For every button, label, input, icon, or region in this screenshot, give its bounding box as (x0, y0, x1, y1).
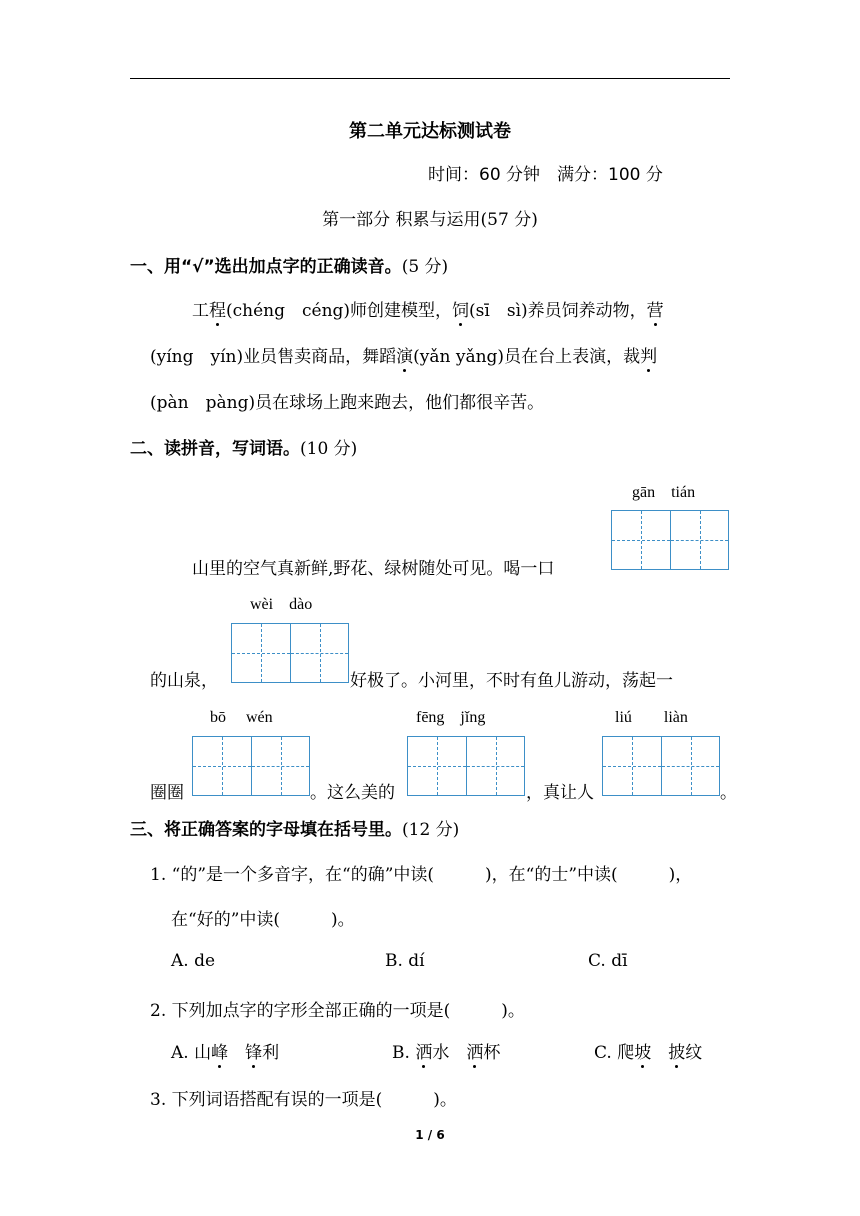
q3-heading: 三、将正确答案的字母填在括号里。(12 分) (130, 820, 460, 840)
q2-line-2b: 好极了。小河里，不时有鱼儿游动，荡起一 (350, 671, 673, 691)
dotted-char: 程 (209, 296, 226, 321)
header-rule (130, 78, 730, 79)
exam-meta: 时间：60 分钟 满分：100 分 (428, 165, 663, 185)
writing-grid-2[interactable] (231, 623, 349, 683)
dotted-char: 峰 (211, 1038, 228, 1063)
dotted-char: 营 (647, 296, 664, 321)
pinyin-wei-dao: wèi dào (250, 596, 313, 613)
q3-option-1c[interactable]: C. dī (588, 951, 628, 971)
q1-line-2: (yíng yín)业员售卖商品，舞蹈演(yǎn yǎng)员在台上表演，裁判 (150, 342, 657, 367)
dotted-char: 演 (396, 342, 413, 367)
page-title: 第二单元达标测试卷 (349, 121, 511, 142)
q3-option-1a[interactable]: A. de (171, 951, 216, 971)
dotted-char: 洒 (466, 1038, 483, 1063)
writing-grid-1[interactable] (611, 510, 729, 570)
q2-heading: 二、读拼音，写词语。(10 分) (130, 439, 358, 459)
dotted-char: 锋 (245, 1038, 262, 1063)
q2-line-3a: 圈圈 (150, 783, 184, 803)
dotted-char: 披 (668, 1038, 685, 1063)
q1-line-1: 工程(chéng céng)师创建模型，饲(sī sì)养员饲养动物，营 (192, 296, 664, 321)
q2-line-3d: 。 (720, 783, 737, 803)
q3-item-2: 2. 下列加点字的字形全部正确的一项是( )。 (150, 1001, 525, 1021)
dotted-char: 坡 (634, 1038, 651, 1063)
dotted-char: 判 (640, 342, 657, 367)
pinyin-bo-wen: bō wén (210, 709, 273, 726)
q3-option-1b[interactable]: B. dí (385, 951, 425, 971)
pinyin-liu-lian: liú liàn (615, 709, 688, 726)
q3-item-3: 3. 下列词语搭配有误的一项是( )。 (150, 1090, 457, 1110)
page-number: 1 / 6 (415, 1128, 445, 1142)
writing-grid-5[interactable] (602, 736, 720, 796)
q2-line-3c: ，真让人 (526, 783, 594, 803)
dotted-char: 饲 (452, 296, 469, 321)
q3-item-1: 1. “的”是一个多音字，在“的确”中读( )，在“的士”中读( )， (150, 865, 693, 885)
writing-grid-4[interactable] (407, 736, 525, 796)
q3-option-2a[interactable]: A. 山峰 锋利 (171, 1038, 279, 1063)
q1-line-3: (pàn pàng)员在球场上跑来跑去，他们都很辛苦。 (150, 393, 545, 413)
part-heading: 第一部分 积累与运用(57 分) (322, 210, 538, 230)
q3-item-1-cont: 在“好的”中读( )。 (171, 910, 355, 930)
q2-line-2a: 的山泉， (150, 671, 218, 691)
q2-line-3b: 。这么美的 (310, 783, 395, 803)
writing-grid-3[interactable] (192, 736, 310, 796)
pinyin-feng-jing: fēng jǐng (416, 709, 486, 726)
pinyin-gan-tian: gān tián (632, 484, 696, 501)
q2-line-1: 山里的空气真新鲜,野花、绿树随处可见。喝一口 (192, 559, 555, 579)
dotted-char: 洒 (415, 1038, 432, 1063)
q1-heading: 一、用“√”选出加点字的正确读音。(5 分) (130, 257, 449, 277)
q3-option-2c[interactable]: C. 爬坡 披纹 (594, 1038, 702, 1063)
q3-option-2b[interactable]: B. 洒水 洒杯 (392, 1038, 500, 1063)
